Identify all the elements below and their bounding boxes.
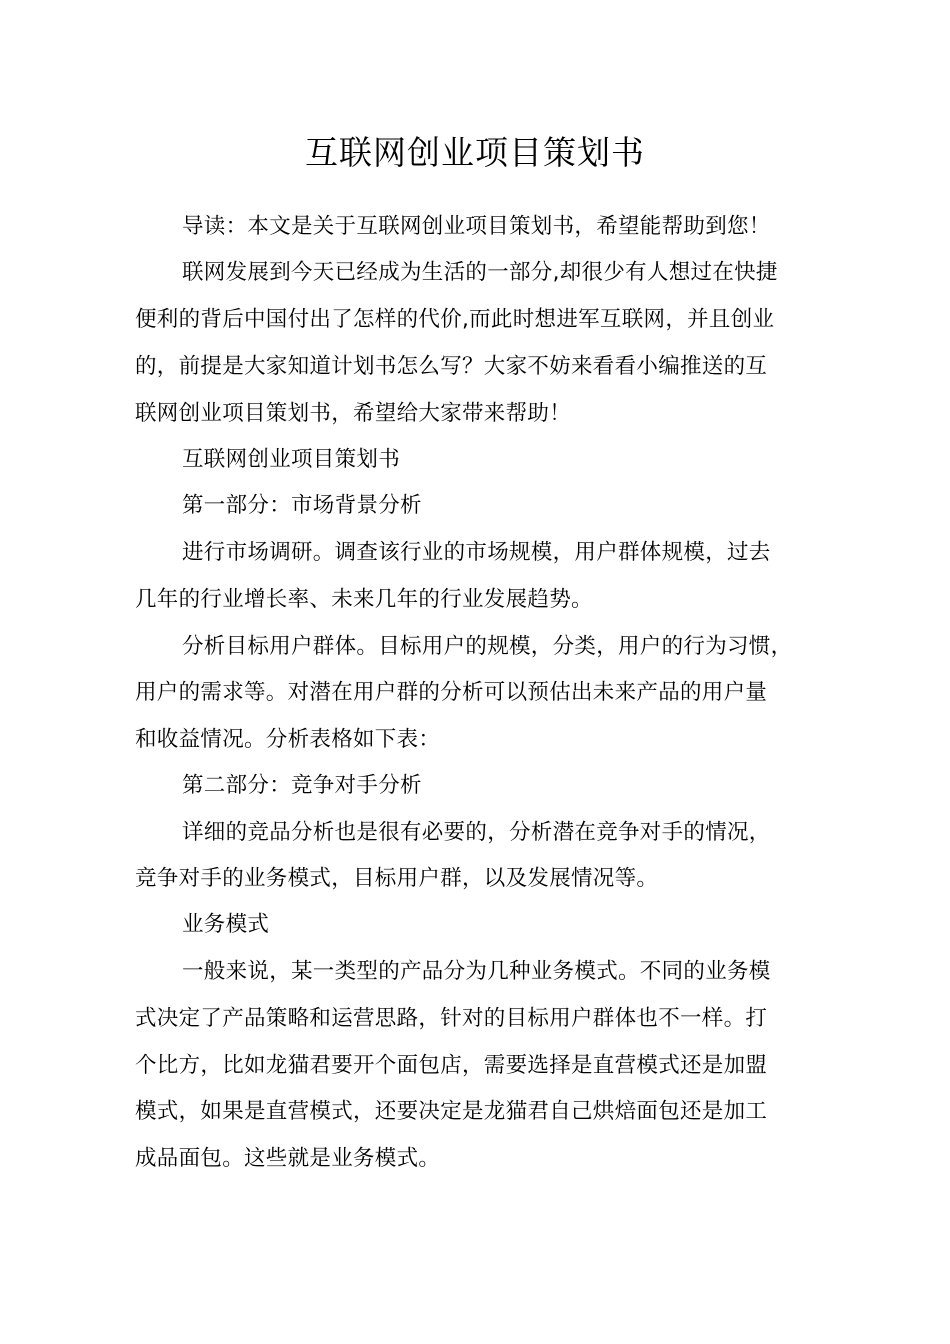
paragraph-line: 联网创业项目策划书，希望给大家带来帮助！ [135,401,572,426]
section-heading: 第二部分：竞争对手分析 [182,773,422,798]
paragraph-line: 的，前提是大家知道计划书怎么写？大家不妨来看看小编推送的互 [135,354,768,379]
paragraph-line: 几年的行业增长率、未来几年的行业发展趋势。 [135,587,593,612]
section-heading: 业务模式 [182,912,270,937]
paragraph-line: 竞争对手的业务模式，目标用户群，以及发展情况等。 [135,866,659,891]
intro-line: 导读：本文是关于互联网创业项目策划书，希望能帮助到您！ [182,214,771,239]
paragraph-line: 式决定了产品策略和运营思路，针对的目标用户群体也不一样。打 [135,1006,768,1031]
paragraph-line: 便利的背后中国付出了怎样的代价,而此时想进军互联网，并且创业 [135,307,775,332]
document-title: 互联网创业项目策划书 [305,133,645,172]
paragraph-line: 分析目标用户群体。目标用户的规模，分类，用户的行为习惯， [182,634,793,659]
paragraph-line: 进行市场调研。调查该行业的市场规模，用户群体规模，过去 [182,540,771,565]
paragraph-line: 联网发展到今天已经成为生活的一部分,却很少有人想过在快捷 [182,260,778,285]
section-heading: 互联网创业项目策划书 [182,447,401,472]
paragraph-line: 一般来说，某一类型的产品分为几种业务模式。不同的业务模 [182,959,771,984]
paragraph-line: 模式，如果是直营模式，还要决定是龙猫君自己烘焙面包还是加工 [135,1099,768,1124]
section-heading: 第一部分：市场背景分析 [182,493,422,518]
paragraph-line: 个比方，比如龙猫君要开个面包店，需要选择是直营模式还是加盟 [135,1053,768,1078]
paragraph-line: 成品面包。这些就是业务模式。 [135,1146,441,1171]
paragraph-line: 和收益情况。分析表格如下表： [135,727,441,752]
paragraph-line: 详细的竞品分析也是很有必要的，分析潜在竞争对手的情况， [182,820,771,845]
paragraph-line: 用户的需求等。对潜在用户群的分析可以预估出未来产品的用户量 [135,680,768,705]
